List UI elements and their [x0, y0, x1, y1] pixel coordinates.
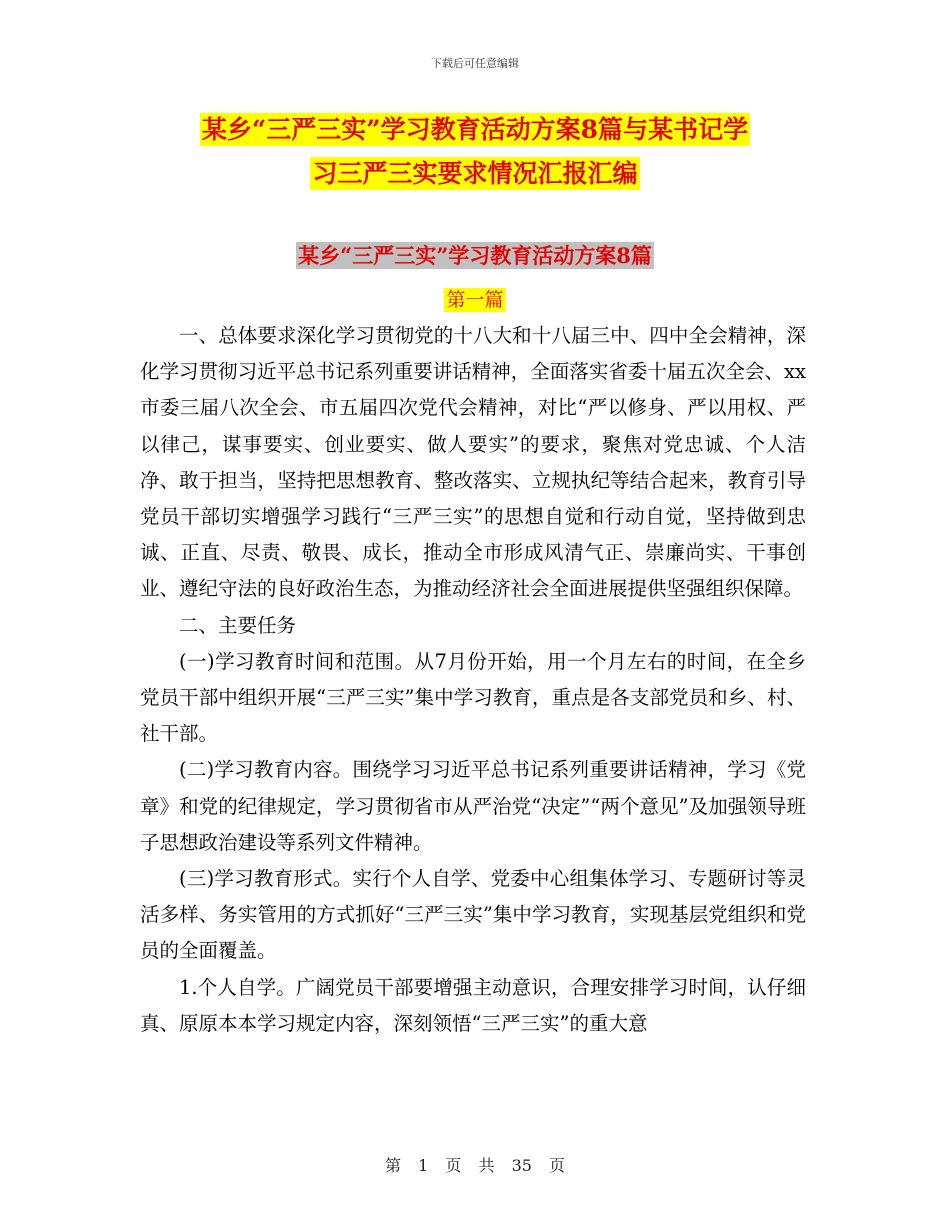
paragraph-form: (三)学习教育形式。实行个人自学、党委中心组集体学习、专题研讨等灵活多样、务实管用的方式抓好“三严三实”集中学习教育，实现基层党组织和党员的全面覆盖。	[140, 867, 806, 963]
document-title-line-2	[150, 152, 800, 196]
footer-page-number: 1	[418, 1156, 429, 1175]
document-title-text-2: 习三严三实要求情况汇报汇编	[312, 159, 638, 188]
section-title-text: 某乡“三严三实”学习教育活动方案8篇	[298, 243, 652, 268]
paragraph-self-study: 1.个人自学。广阔党员干部要增强主动意识，合理安排学习时间，认仔细真、原原本本学习规定内容，深刻领悟“三严三实”的重大意	[140, 975, 806, 1035]
page-footer	[0, 1153, 950, 1176]
footer-total-pages: 35	[511, 1156, 532, 1175]
chapter-heading	[0, 284, 950, 316]
footer-page-label: 第	[384, 1156, 401, 1175]
body-content	[140, 318, 806, 1042]
chapter-heading-text: 第一篇	[446, 289, 504, 311]
footer-total-unit: 页	[549, 1156, 566, 1175]
paragraph-main-tasks-heading: 二、主要任务	[179, 613, 297, 637]
section-title	[0, 240, 950, 272]
document-title-text-1: 某乡“三严三实”学习教育活动方案8篇与某书记学	[201, 115, 749, 144]
document-title-line-1	[150, 108, 800, 152]
paragraph-general-requirements: 一、总体要求深化学习贯彻党的十八大和十八届三中、四中全会精神，深化学习贯彻习近平总书记系列重要讲话精神，全面落实省委十届五次全会、xx市委三届八次全会、市五届四次党代会精神，对比“严以修身、严以用权、严以律己，谋事要实、创业要实、做人要实”的要求，聚焦对党忠诚、个人洁净、敢于担当，坚持把思想教育、整改落实、立规执纪等结合起来，教育引导党员干部切实增强学习践行“三严三实”的思想自觉和行动自觉，坚持做到忠诚、正直、尽责、敬畏、成长，推动全市形成风清气正、崇廉尚实、干事创业、遵纪守法的良好政治生态，为推动经济社会全面进展提供坚强组织保障。	[140, 324, 806, 601]
paragraph-content: (二)学习教育内容。围绕学习习近平总书记系列重要讲话精神，学习《党章》和党的纪律规定，学习贯彻省市从严治党“决定”“两个意见”及加强领导班子思想政治建设等系列文件精神。	[140, 758, 806, 854]
footer-total-label: 共	[478, 1156, 495, 1175]
footer-page-unit: 页	[445, 1156, 462, 1175]
paragraph-time-and-scope: (一)学习教育时间和范围。从7月份开始，用一个月左右的时间，在全乡党员干部中组织开展“三严三实”集中学习教育，重点是各支部党员和乡、村、社干部。	[140, 649, 806, 746]
header-note: 下载后可任意编辑	[431, 57, 519, 70]
